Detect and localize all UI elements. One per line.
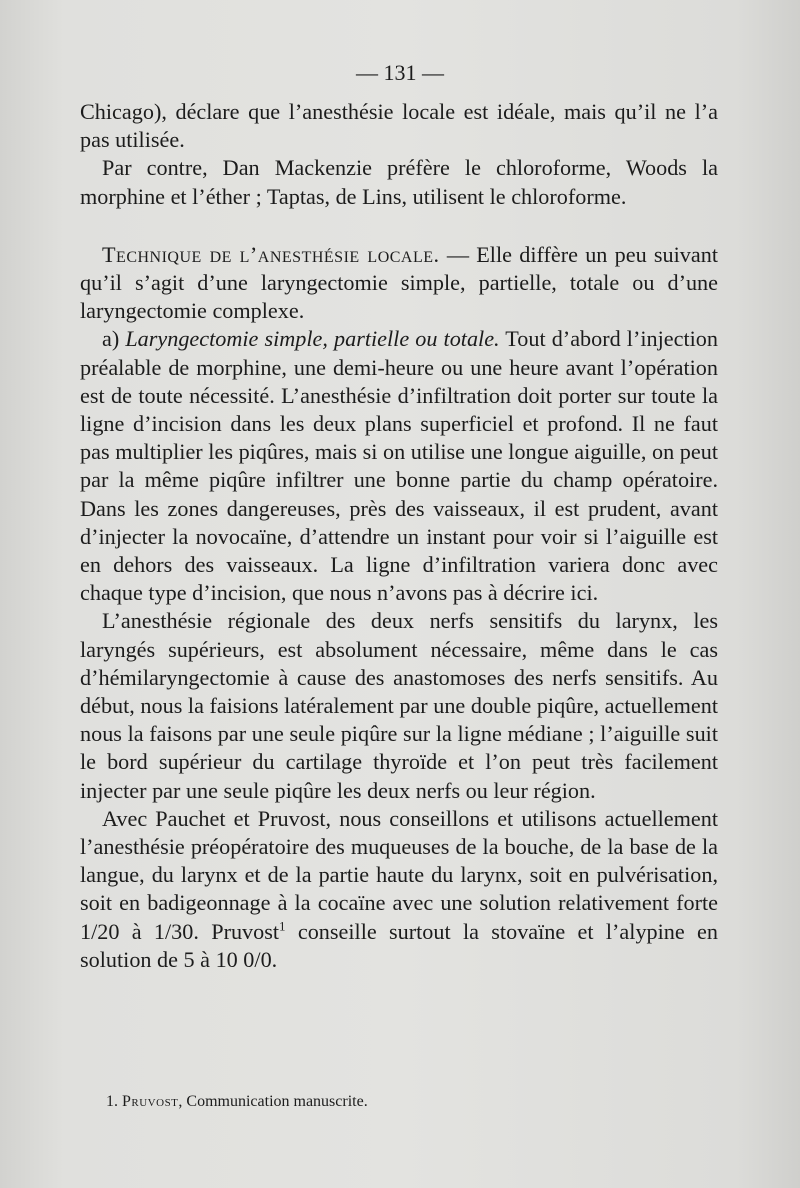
paragraph-6 xyxy=(80,805,718,974)
paragraph-4-label: a) xyxy=(102,326,126,352)
page-number: — 131 — xyxy=(356,60,444,85)
footnote xyxy=(106,1092,706,1112)
footnote-number: 1. xyxy=(106,1093,122,1110)
paragraph-4-text: Tout d’abord l’injection préalable de morphine, une demi-heure ou une heure avant l’opération est de toute nécessité. L’anesthésie d’infiltration doit porter sur toute la ligne d’incision dans les deux plans superficiel et profond. Il ne faut pas multiplier les piqûres, mais si on utilise une longue aiguille, on peut par la même piqûre infiltrer une bonne partie du champ opératoire. Dans les zones dangereuses, près des vaisseaux, il est prudent, avant d’injecter la novocaïne, d’attendre un instant pour voir si l’aiguille est en dehors des vaisseaux. La ligne d’infiltration variera donc avec chaque type d’incision, que nous n’avons pas à décrire ici. xyxy=(80,326,718,606)
paragraph-1: Chicago), déclare que l’anesthésie locale est idéale, mais qu’il ne l’a pas utilisée. xyxy=(80,99,718,153)
body-text xyxy=(80,98,718,974)
subsection-title: Laryngectomie simple, partielle ou totale. xyxy=(125,326,500,352)
paragraph-5: L’anesthésie régionale des deux nerfs sensitifs du larynx, les laryngés supérieurs, est absolument nécessaire, même dans le cas d’hémilaryngectomie à cause des anastomoses des nerfs sensitifs. Au début, nous la faisions latéralement par une double piqûre, actuellement nous la faisons par une seule piqûre sur la ligne médiane ; l’aiguille suit le bord supérieur du cartilage thyroïde et l’on peut très facilement injecter par une seule piqûre les deux nerfs ou leur région. xyxy=(80,608,718,803)
footnote-author: Pruvost xyxy=(122,1093,179,1110)
paragraph-3 xyxy=(80,241,718,326)
paragraph-4 xyxy=(80,325,718,607)
paragraph-3-text: — Elle diffère un peu suivant qu’il s’agit d’une laryngectomie simple, partielle, totale ou d’une laryngectomie complexe. xyxy=(80,241,718,324)
paragraph-6-end: conseille surtout la stovaïne et l’alypine en solution de 5 à 10 0/0. xyxy=(80,918,718,972)
footnote-text: , Communication manuscrite. xyxy=(178,1093,368,1110)
paragraph-2: Par contre, Dan Mackenzie préfère le chloroforme, Woods la morphine et l’éther ; Taptas, de Lins, utilisent le chloroforme. xyxy=(80,155,718,209)
footnote-reference: 1 xyxy=(279,918,286,934)
section-heading: Technique de l’anesthésie locale. xyxy=(102,241,440,267)
paragraph-6-text: Avec Pauchet et Pruvost, nous conseillons et utilisons actuellement l’anesthésie préopératoire des muqueuses de la bouche, de la base de la langue, du larynx et de la partie haute du larynx, soit en pulvérisation, soit en badigeonnage à la cocaïne avec une solution relativement forte 1/20 à 1/30. Pruvost xyxy=(80,805,718,944)
